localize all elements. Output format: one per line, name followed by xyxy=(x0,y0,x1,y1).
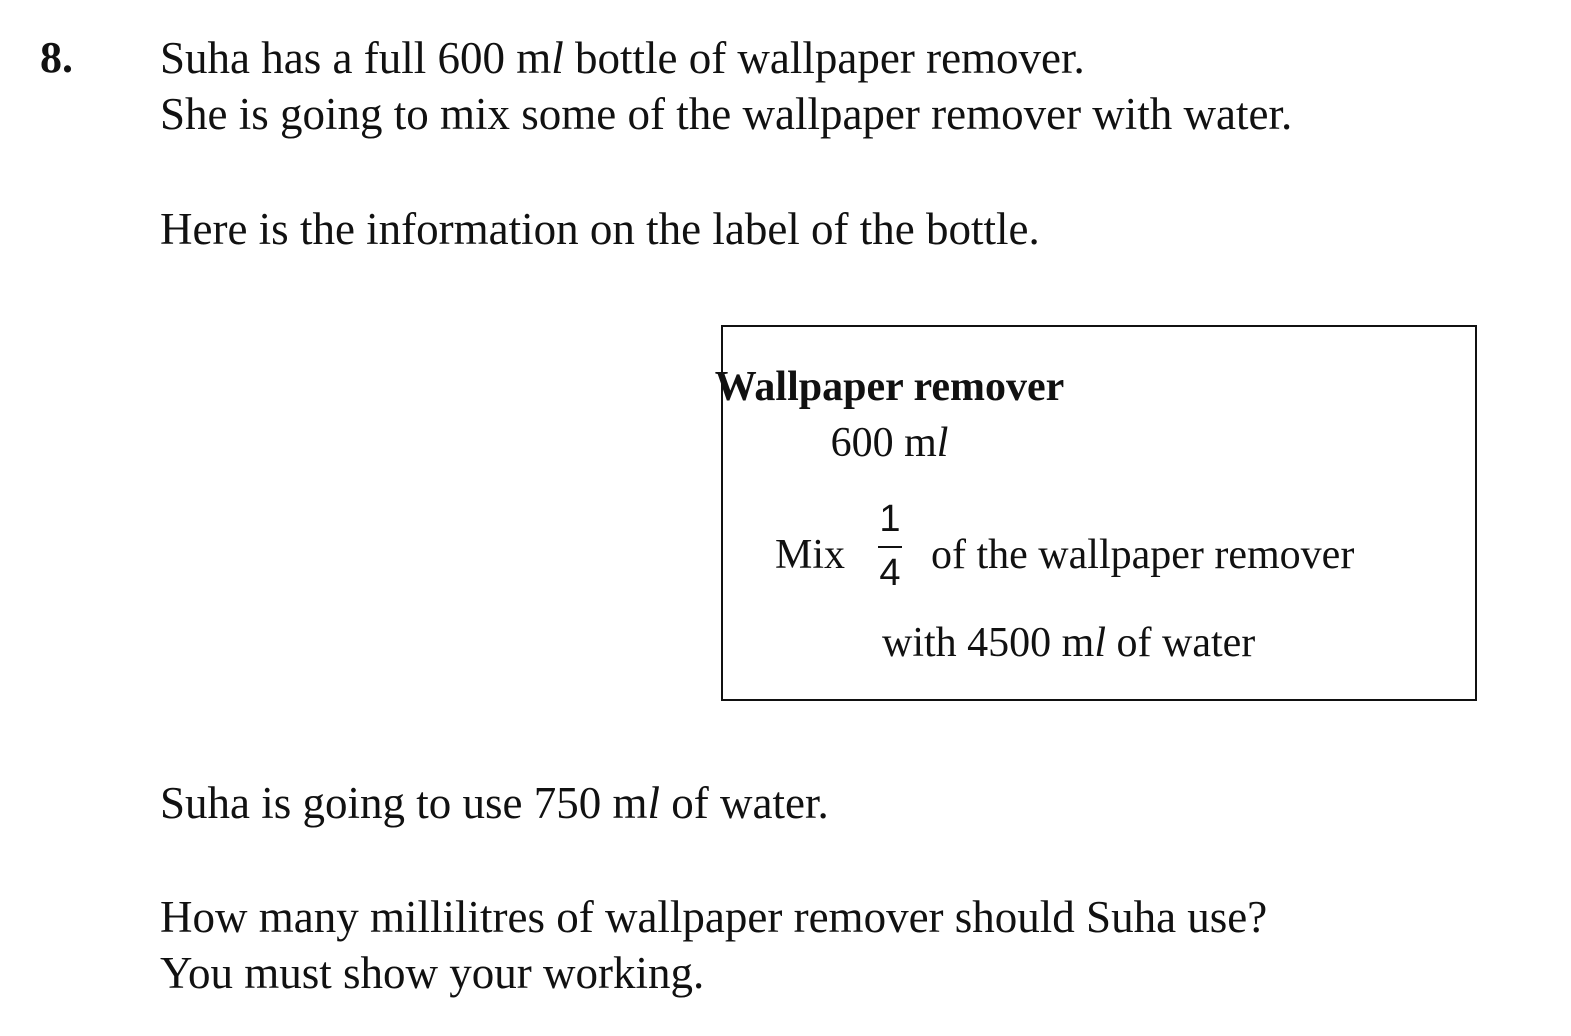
label-water-unit: l xyxy=(1094,620,1107,666)
fraction-bar xyxy=(878,546,902,548)
question-prompt: How many millilitres of wallpaper remover should Suha use? xyxy=(160,892,1268,942)
label-water-end: of water xyxy=(1106,620,1256,666)
label-volume-unit: l xyxy=(936,420,949,466)
label-mix-word: Mix xyxy=(775,532,846,578)
question-line-1 xyxy=(160,30,1085,86)
label-mix-instruction: of the wallpaper remover xyxy=(931,532,1355,578)
label-volume-value: 600 m xyxy=(830,420,937,466)
fraction-numerator: 1 xyxy=(879,498,901,540)
question-line-4 xyxy=(160,775,829,831)
question-line-1-start: Suha has a full 600 m xyxy=(160,33,552,83)
label-water-instruction xyxy=(882,618,1255,668)
label-title: Wallpaper remover xyxy=(714,364,1065,410)
question-line-1-end: bottle of wallpaper remover. xyxy=(563,33,1085,83)
question-instruction: You must show your working. xyxy=(160,948,705,998)
question-number: 8. xyxy=(40,33,73,82)
fraction-denominator: 4 xyxy=(879,552,901,594)
question-line-4-end: of water. xyxy=(660,778,829,828)
one-quarter-fraction xyxy=(870,498,910,594)
question-line-3: Here is the information on the label of the bottle. xyxy=(160,204,1040,254)
label-water-value: with 4500 m xyxy=(882,620,1095,666)
label-volume xyxy=(0,418,1571,468)
question-line-2: She is going to mix some of the wallpaper remover with water. xyxy=(160,89,1293,139)
question-line-4-start: Suha is going to use 750 m xyxy=(160,778,648,828)
litre-unit-symbol: l xyxy=(551,33,564,83)
litre-unit-symbol-2: l xyxy=(647,778,661,828)
